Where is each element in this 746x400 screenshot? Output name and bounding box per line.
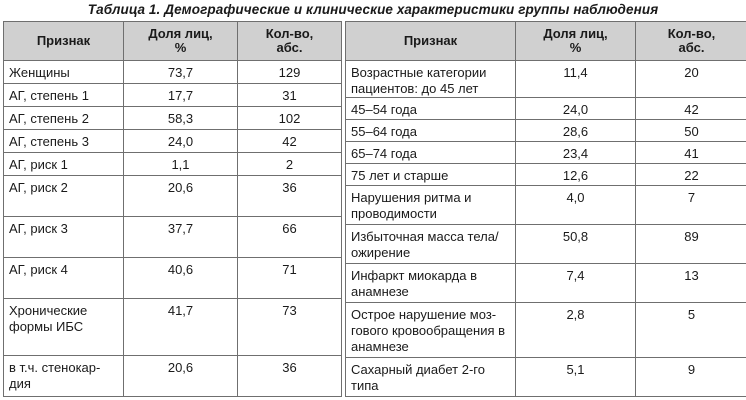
row-count: 66: [238, 216, 342, 257]
row-count: 102: [238, 107, 342, 130]
table-row: [4, 84, 342, 107]
row-name: Инфаркт миокарда в анамнезе: [346, 264, 516, 303]
row-share: 12,6: [516, 164, 636, 186]
row-count: 42: [238, 130, 342, 153]
row-name: Хронические формы ИБС: [4, 298, 124, 356]
table-left: [3, 21, 342, 397]
row-name: Сахарный диабет 2-го типа: [346, 358, 516, 397]
header-feature: Признак: [4, 22, 124, 61]
row-name: АГ, степень 2: [4, 107, 124, 130]
table-row: [346, 98, 746, 120]
row-share: 41,7: [124, 298, 238, 356]
row-name: АГ, риск 3: [4, 216, 124, 257]
row-name: Возрастные категории пациентов: до 45 лет: [346, 61, 516, 98]
header-count-l2: абс.: [276, 40, 303, 55]
table-row: [346, 186, 746, 225]
header-count: [636, 22, 746, 61]
row-share: 20,6: [124, 356, 238, 397]
header-share: [516, 22, 636, 61]
row-share: 11,4: [516, 61, 636, 98]
row-count: 2: [238, 153, 342, 176]
table-row: [346, 164, 746, 186]
row-count: 9: [636, 358, 746, 397]
row-count: 73: [238, 298, 342, 356]
row-count: 31: [238, 84, 342, 107]
row-name: АГ, риск 4: [4, 257, 124, 298]
table-row: [4, 107, 342, 130]
row-share: 2,8: [516, 303, 636, 358]
row-name: 65–74 года: [346, 142, 516, 164]
row-name: АГ, степень 1: [4, 84, 124, 107]
row-share: 24,0: [124, 130, 238, 153]
header-count: [238, 22, 342, 61]
row-count: 5: [636, 303, 746, 358]
row-share: 17,7: [124, 84, 238, 107]
row-share: 37,7: [124, 216, 238, 257]
row-share: 23,4: [516, 142, 636, 164]
row-count: 13: [636, 264, 746, 303]
row-count: 129: [238, 61, 342, 84]
row-count: 71: [238, 257, 342, 298]
row-count: 89: [636, 225, 746, 264]
header-share-l1: Доля лиц,: [543, 26, 608, 41]
row-share: 40,6: [124, 257, 238, 298]
table-row: [4, 61, 342, 84]
row-count: 42: [636, 98, 746, 120]
header-count-l2: абс.: [678, 40, 705, 55]
table-caption: Таблица 1. Демографические и клинические характеристики группы наблюдения: [87, 2, 659, 17]
row-count: 7: [636, 186, 746, 225]
row-share: 5,1: [516, 358, 636, 397]
row-count: 20: [636, 61, 746, 98]
row-name: АГ, степень 3: [4, 130, 124, 153]
row-name: Нарушения ритма и проводимости: [346, 186, 516, 225]
row-count: 50: [636, 120, 746, 142]
row-name: 75 лет и старше: [346, 164, 516, 186]
row-name: 45–54 года: [346, 98, 516, 120]
table-row: [4, 176, 342, 217]
tables-container: [3, 21, 746, 397]
header-count-l1: Кол-во,: [265, 26, 314, 41]
table-right: [345, 21, 746, 397]
header-count-l1: Кол-во,: [667, 26, 716, 41]
header-share: [124, 22, 238, 61]
row-name: Женщины: [4, 61, 124, 84]
table-row: [346, 120, 746, 142]
table-row: [346, 225, 746, 264]
row-count: 41: [636, 142, 746, 164]
row-share: 73,7: [124, 61, 238, 84]
row-count: 36: [238, 356, 342, 397]
row-name: АГ, риск 2: [4, 176, 124, 217]
table-row: [346, 264, 746, 303]
table-row: [4, 356, 342, 397]
table-row: [4, 298, 342, 356]
header-feature: Признак: [346, 22, 516, 61]
table-row: [4, 216, 342, 257]
header-row: [4, 22, 342, 61]
row-share: 1,1: [124, 153, 238, 176]
header-share-l1: Доля лиц,: [148, 26, 213, 41]
row-share: 4,0: [516, 186, 636, 225]
row-count: 22: [636, 164, 746, 186]
table-row: [346, 358, 746, 397]
row-share: 50,8: [516, 225, 636, 264]
row-share: 28,6: [516, 120, 636, 142]
table-row: [346, 303, 746, 358]
row-name: Избыточная масса тела/ ожирение: [346, 225, 516, 264]
table-row: [346, 61, 746, 98]
header-share-l2: %: [569, 40, 582, 55]
header-share-l2: %: [174, 40, 187, 55]
table-row: [4, 130, 342, 153]
table-row: [4, 153, 342, 176]
header-row: [346, 22, 746, 61]
row-name: в т.ч. стенокар-дия: [4, 356, 124, 397]
table-row: [346, 142, 746, 164]
row-share: 58,3: [124, 107, 238, 130]
row-name: АГ, риск 1: [4, 153, 124, 176]
row-share: 20,6: [124, 176, 238, 217]
row-count: 36: [238, 176, 342, 217]
row-name: Острое нарушение моз-гового кровообращения в анамнезе: [346, 303, 516, 358]
row-share: 7,4: [516, 264, 636, 303]
row-name: 55–64 года: [346, 120, 516, 142]
row-share: 24,0: [516, 98, 636, 120]
table-row: [4, 257, 342, 298]
